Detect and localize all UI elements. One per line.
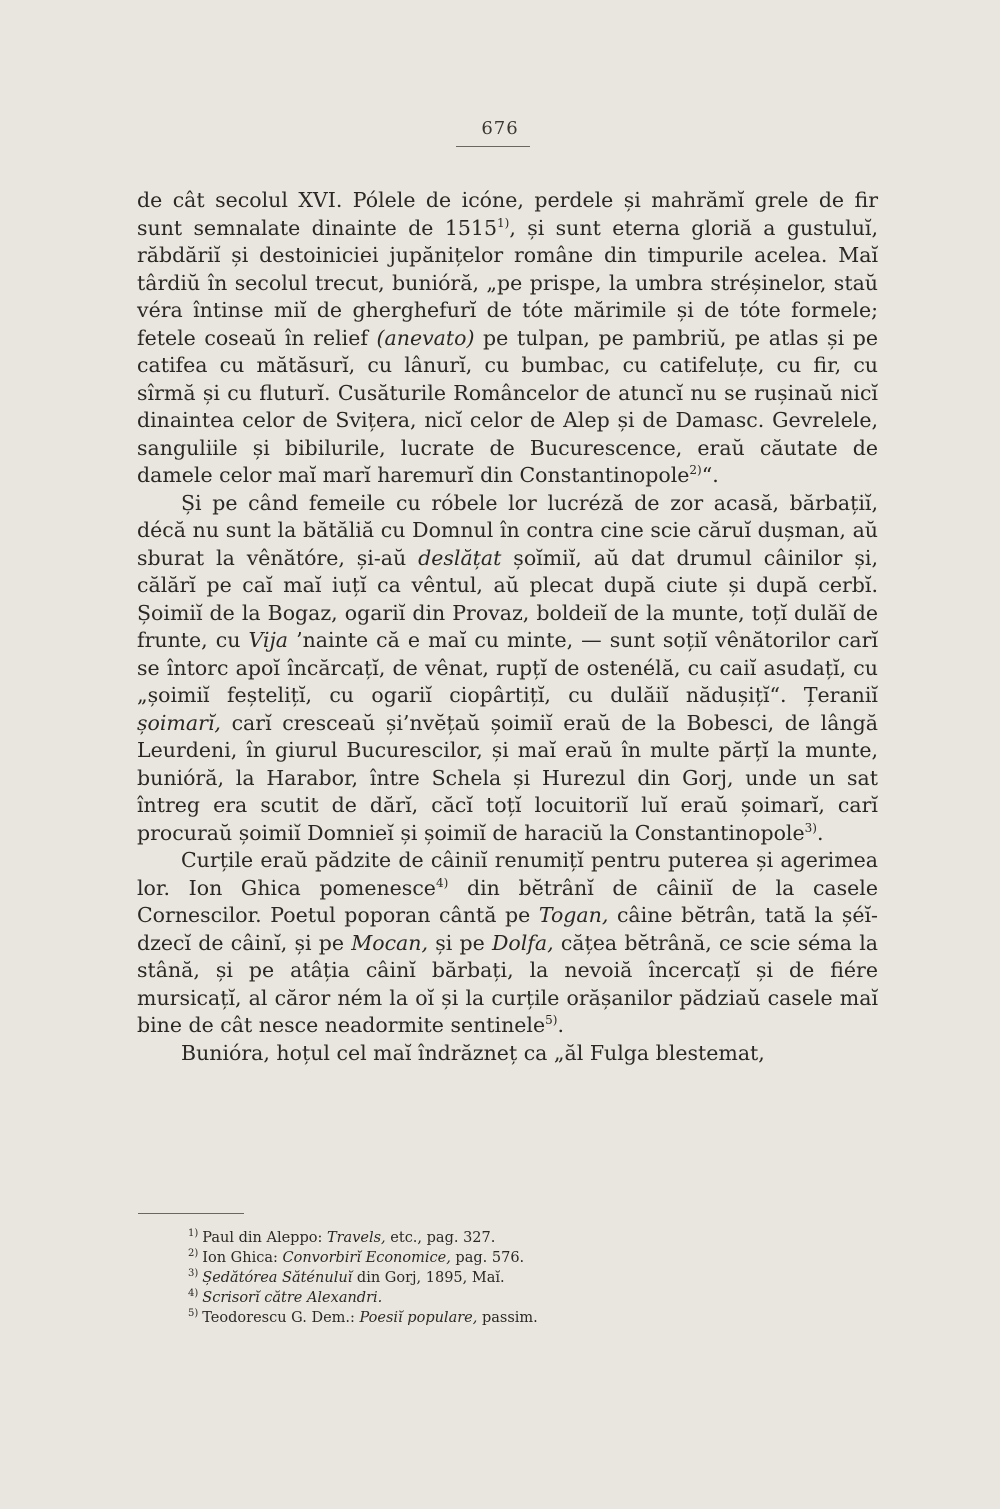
footnote-title: Scrisorĭ către Alexandri.: [202, 1290, 383, 1306]
footnote-ref: 1): [496, 215, 510, 230]
text-run: “.: [701, 463, 719, 487]
footnote: [188, 1248, 748, 1268]
text-run: câine bĕtrân, tată la șéĭ-dzecĭ de câinĭ, și pe: [137, 903, 878, 955]
italic-term: Mocan,: [351, 930, 428, 955]
footnote-title: Ședătórea Săténuluĭ: [202, 1270, 353, 1286]
italic-term: Vija: [248, 628, 289, 652]
italic-term: deslățat: [418, 545, 502, 570]
footnote-title: Poesiĭ populare,: [359, 1310, 478, 1326]
footnote-number: 5): [188, 1308, 199, 1320]
footnote-text: Ion Ghica:: [202, 1250, 283, 1266]
footnotes: [188, 1228, 748, 1328]
footnote-text: pag. 576.: [450, 1250, 525, 1266]
footnote: [188, 1228, 748, 1248]
italic-term: (anevato): [376, 325, 475, 350]
italic-term: șoimarĭ,: [137, 710, 221, 735]
text-run: Și pe când femeile cu róbele lor lucréză de zor acasă, bărbațiĭ, décă nu sunt la bătăliă cu Domnul în contra cine scie căruĭ dușman, aŭ sburat la vênătóre, și-aŭ: [137, 490, 878, 570]
paragraph-3: [137, 847, 878, 1040]
footnote-separator: [138, 1213, 244, 1214]
footnote-ref: 4): [435, 875, 449, 890]
paragraph-2: [137, 490, 878, 848]
text-run: cățea bĕtrână, ce scie séma la stână, și pe atâția câinĭ bărbați, la nevoiă încercațĭ și de fiére mursicațĭ, al căror ném la oĭ și la curțile orășanilor pădziaŭ casele maĭ bine de cât nesce neadormite sentinele: [137, 930, 878, 1037]
footnote-ref: 3): [804, 820, 817, 835]
footnote-text: Paul din Aleppo:: [202, 1230, 327, 1246]
text-run: carĭ cresceaŭ și’nvĕțaŭ șoimiĭ eraŭ de la Bobesci, de lângă Leurdeni, în giurul Bucurescilor, și maĭ eraŭ în multe părțĭ la munte, bunióră, la Harabor, între Schela și Hurezul din Gorj, unde un sat întreg era scutit de dărĭ, căcĭ toțĭ locuitoriĭ luĭ eraŭ șoimarĭ, carĭ procuraŭ șoimiĭ Domnieĭ și șoimiĭ de haraciŭ la Constantinopole: [137, 710, 878, 845]
text-run: șoĭmiĭ, aŭ dat drumul câinilor și, călărĭ pe caĭ maĭ iuțĭ ca vêntul, aŭ plecat după ciute și după cerbĭ. Șoimiĭ de la Bogaz, ogariĭ din Provaz, boldeiĭ de la munte, toțĭ dulăĭ de frunte, cu: [137, 545, 878, 652]
paragraph-1: [137, 187, 878, 490]
text-run: și pe: [428, 930, 492, 955]
text-run: Curțile eraŭ pădzite de câiniĭ renumițĭ pentru puterea și agerimea lor. Ion Ghica pomenesce: [137, 848, 878, 900]
text-run: Buniórа, hoțul cel maĭ îndrăzneț ca „ăl Fulga blestemat,: [181, 1040, 765, 1065]
page-number: 676: [481, 118, 519, 139]
text-run: de cât secolul XVI. Pólele de icóne, perdele și mahrămĭ grele de fir sunt semnalate dinainte de 1515: [137, 188, 878, 240]
footnote-text: etc., pag. 327.: [385, 1230, 496, 1246]
footnote: [188, 1308, 748, 1328]
footnote: [188, 1288, 748, 1308]
footnote-number: 4): [188, 1288, 199, 1300]
footnote-ref: 2): [689, 463, 702, 478]
text-run: .: [557, 1013, 564, 1037]
footnote-number: 1): [188, 1228, 199, 1240]
footnote-number: 2): [188, 1248, 199, 1260]
text-run: .: [816, 820, 824, 845]
text-run: ’nainte că e maĭ cu minte, — sunt soțiĭ vênătorilor carĭ se întorc apoĭ încărcațĭ, de vênat, rupțĭ de ostenélă, cu caiĭ asudațĭ, cu „șoimiĭ feștelițĭ, cu ogariĭ ciopârtițĭ, cu dulăiĭ nădușițĭ“. Țeraniĭ: [137, 628, 878, 707]
footnote-text: Teodorescu G. Dem.:: [202, 1310, 360, 1326]
text-run: , și sunt eterna gloriă a gustuluĭ, răbdăriĭ și destoiniciei jupănițelor române din timpurile acelea. Maĭ târdiŭ în secolul trecut, bunióră, „pe prispe, la umbra stréșinelor, staŭ véra întinse miĭ de gherghefurĭ de tóte mărimile și de tóte formele; fetele coseaŭ în relief: [137, 215, 878, 350]
footnote-title: Convorbirĭ Economice,: [282, 1250, 451, 1266]
footnote: [188, 1268, 748, 1288]
text-run: pe tulpan, pe pambriŭ, pe atlas și pe catifea cu mătăsurĭ, cu lânurĭ, cu bumbac, cu catifeluțe, cu fir, cu sîrmă și cu fluturĭ. Cusăturile Româncelor de atuncĭ nu se rușinaŭ nicĭ dinaintea celor de Svițera, nicĭ celor de Alep și de Damasc. Gevrelele, sanguliile și bibilurile, lucrate de Bucurescence, eraŭ căutate de damele celor maĭ marĭ haremurĭ din Constantinopole: [137, 325, 879, 487]
footnote-title: Travels,: [326, 1230, 386, 1246]
footnote-text: din Gorj, 1895, Maĭ.: [352, 1270, 505, 1286]
italic-term: Togan,: [538, 903, 609, 927]
paragraph-4: [137, 1040, 878, 1068]
page-number-rule: [456, 146, 530, 147]
italic-term: Dolfa,: [491, 930, 554, 955]
footnote-text: passim.: [477, 1310, 538, 1326]
footnote-ref: 5): [545, 1013, 558, 1028]
text-run: din bĕtrânĭ de câiniĭ de la casele Cornescilor. Poetul poporan cântă pe: [137, 875, 878, 927]
footnote-number: 3): [188, 1268, 199, 1280]
body-text: [137, 187, 878, 1067]
